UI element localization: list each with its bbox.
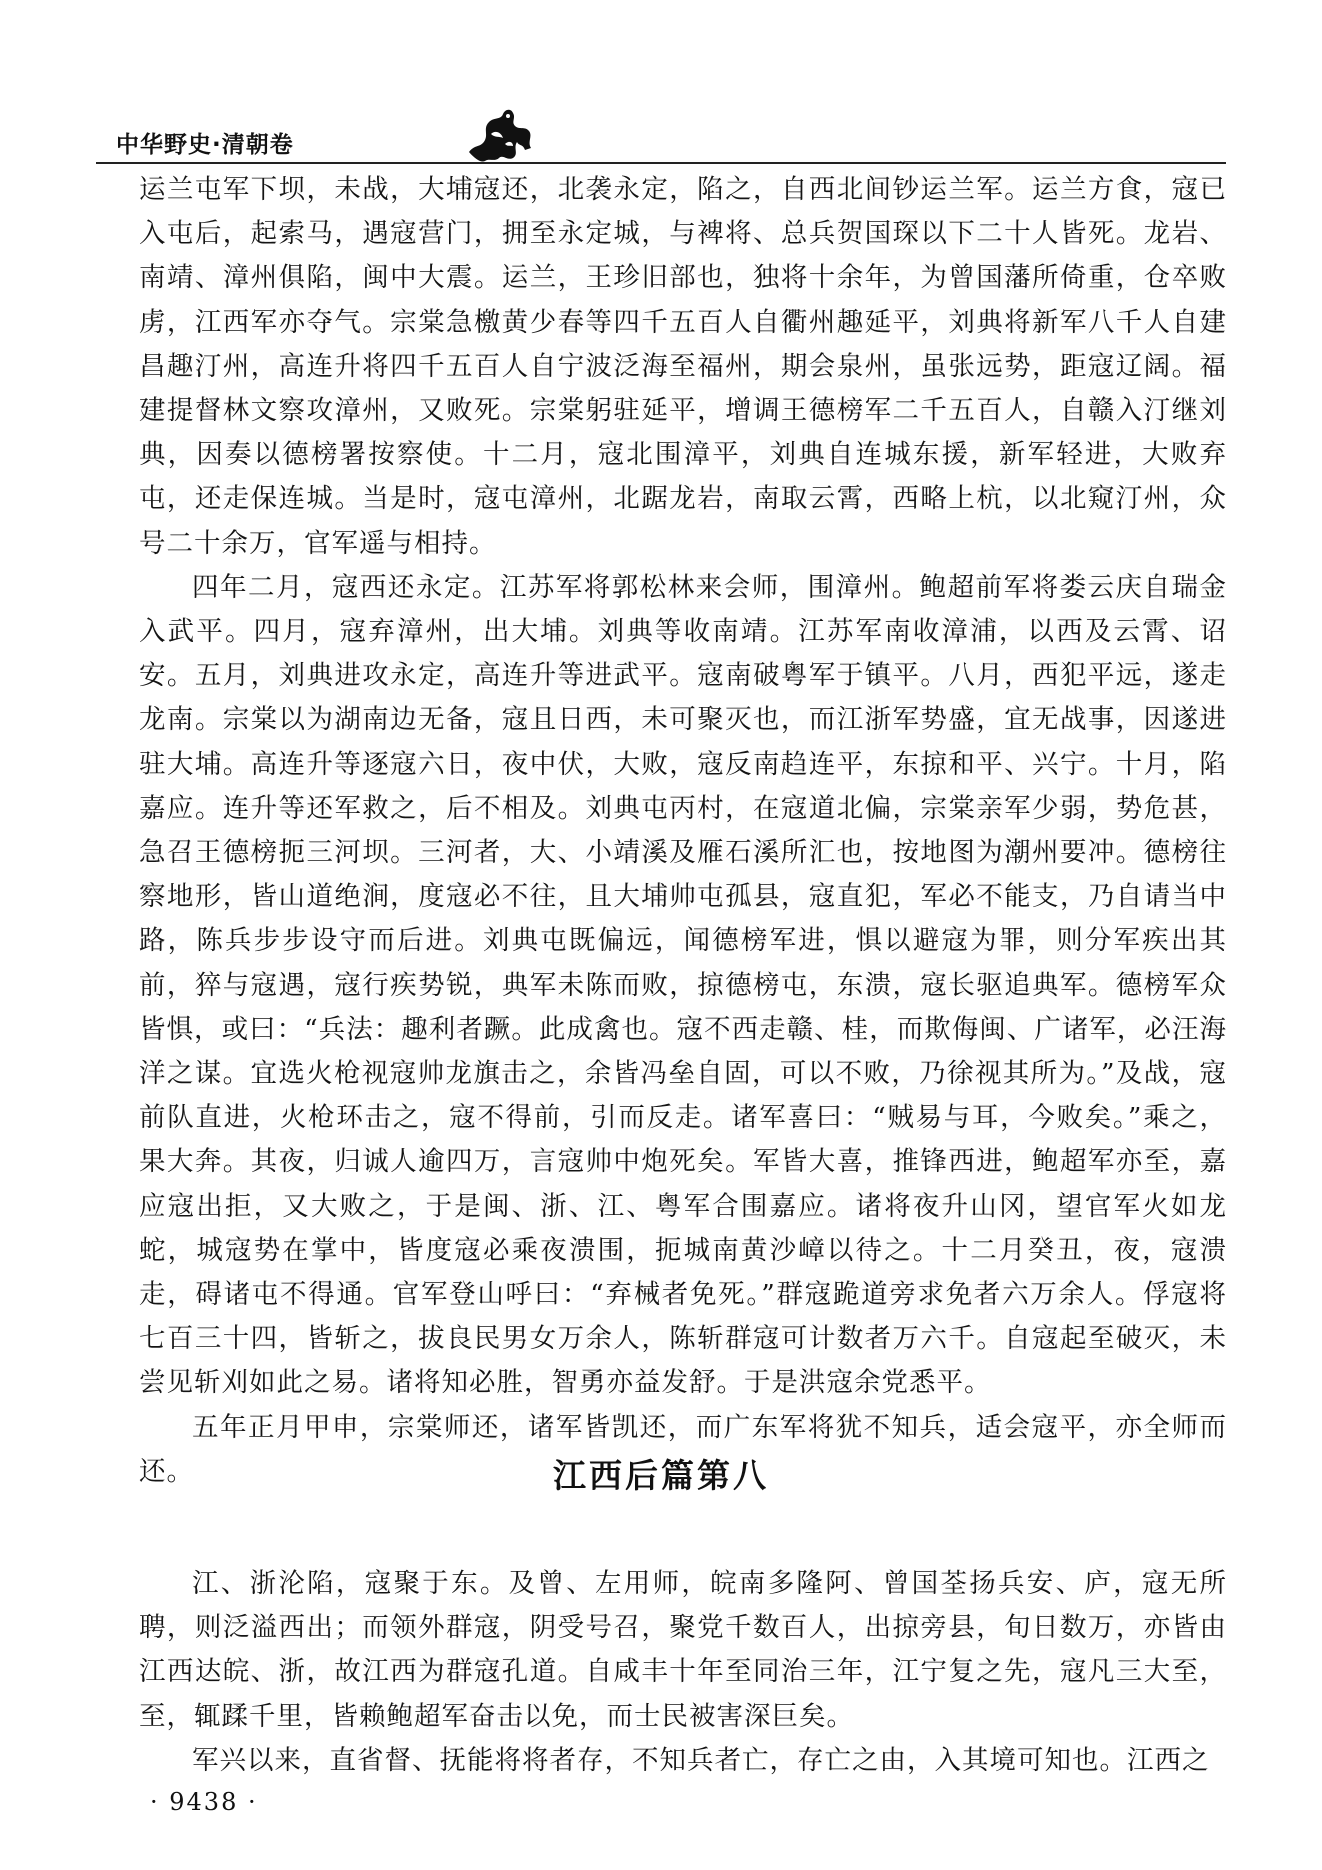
dragon-emblem-icon — [461, 104, 537, 164]
paragraph: 四年二月，寇西还永定。江苏军将郭松林来会师，围漳州。鲍超前军将娄云庆自瑞金入武平。四月，寇弃漳州，出大埔。刘典等收南靖。江苏军南收漳浦，以西及云霄、诏安。五月，刘典进攻永定，高连升等进武平。寇南破粤军于镇平。八月，西犯平远，遂走龙南。宗棠以为湖南边无备，寇且日西，未可聚灭也，而江浙军势盛，宜无战事，因遂进驻大埔。高连升等逐寇六日，夜中伏，大败，寇反南趋连平，东掠和平、兴宁。十月，陷嘉应。连升等还军救之，后不相及。刘典屯丙村，在寇道北偏，宗棠亲军少弱，势危甚，急召王德榜扼三河坝。三河者，大、小靖溪及雁石溪所汇也，按地图为潮州要冲。德榜往察地形，皆山道绝涧，度寇必不往，且大埔帅屯孤县，寇直犯，军必不能支，乃自请当中路，陈兵步步设守而后进。刘典屯既偏远，闻德榜军进，惧以避寇为罪，则分军疾出其前，猝与寇遇，寇行疾势锐，典军未陈而败，掠德榜屯，东溃，寇长驱追典军。德榜军众皆惧，或曰：“兵法：趣利者蹶。此成禽也。寇不西走赣、桂，而欺侮闽、广诸军，必汪海洋之谋。宜选火枪视寇帅龙旗击之，余皆冯垒自固，可以不败，乃徐视其所为。”及战，寇前队直进，火枪环击之，寇不得前，引而反走。诸军喜曰：“贼易与耳，今败矣。”乘之，果大奔。其夜，归诚人逾四万，言寇帅中炮死矣。军皆大喜，推锋西进，鲍超军亦至，嘉应寇出拒，又大败之，于是闽、浙、江、粤军合围嘉应。诸将夜升山冈，望官军火如龙蛇，城寇势在掌中，皆度寇必乘夜溃围，扼城南黄沙嶂以待之。十二月癸丑，夜，寇溃走，碍诸屯不得通。官军登山呼曰：“弃械者免死。”群寇跪道旁求免者六万余人。俘寇将七百三十四，皆斩之，拔良民男女万余人，陈斩群寇可计数者万六千。自寇起至破灭，未尝见斩刈如此之易。诸将知必胜，智勇亦益发舒。于是洪寇余党悉平。 — [139, 571, 1227, 1399]
page-number: · 9438 · — [150, 1788, 258, 1816]
page-header — [96, 100, 1226, 160]
paragraph: 五年正月甲申，宗棠师还，诸军皆凯还，而广东军将犹不知兵，适会寇平，亦全师而还。 — [139, 1411, 1227, 1487]
section-text — [139, 1562, 1227, 1783]
paragraph: 江、浙沦陷，寇聚于东。及曾、左用师，皖南多隆阿、曾国荃扬兵安、庐，寇无所聘，则泛溢西出；而领外群寇，阴受号召，聚党千数百人，出掠旁县，旬日数万，亦皆由江西达皖、浙，故江西为群寇孔道。自咸丰十年至同治三年，江宁复之先，寇凡三大至，至，辄蹂千里，皆赖鲍超军奋击以免，而士民被害深巨矣。 — [139, 1568, 1227, 1732]
paragraph: 运兰屯军下坝，未战，大埔寇还，北袭永定，陷之，自西北间钞运兰军。运兰方食，寇已入屯后，起索马，遇寇营门，拥至永定城，与裨将、总兵贺国琛以下二十人皆死。龙岩、南靖、漳州俱陷，闽中大震。运兰，王珍旧部也，独将十余年，为曾国藩所倚重，仓卒败虏，江西军亦夺气。宗棠急檄黄少春等四千五百人自衢州趣延平，刘典将新军八千人自建昌趣汀州，高连升将四千五百人自宁波泛海至福州，期会泉州，虽张远势，距寇辽阔。福建提督林文察攻漳州，又败死。宗棠躬驻延平，增调王德榜军二千五百人，自赣入汀继刘典，因奏以德榜署按察使。十二月，寇北围漳平，刘典自连城东援，新军轻进，大败弃屯，还走保连城。当是时，寇屯漳州，北踞龙岩，南取云霄，西略上杭，以北窥汀州，众号二十余万，官军遥与相持。 — [139, 174, 1227, 559]
paragraph: 军兴以来，直省督、抚能将将者存，不知兵者亡，存亡之由，入其境可知也。江西之 — [192, 1744, 1210, 1776]
section-title: 江西后篇第八 — [553, 1456, 769, 1495]
header-rule — [96, 162, 1226, 164]
running-head: 中华野史·清朝卷 — [116, 132, 294, 158]
main-text — [139, 168, 1227, 1494]
